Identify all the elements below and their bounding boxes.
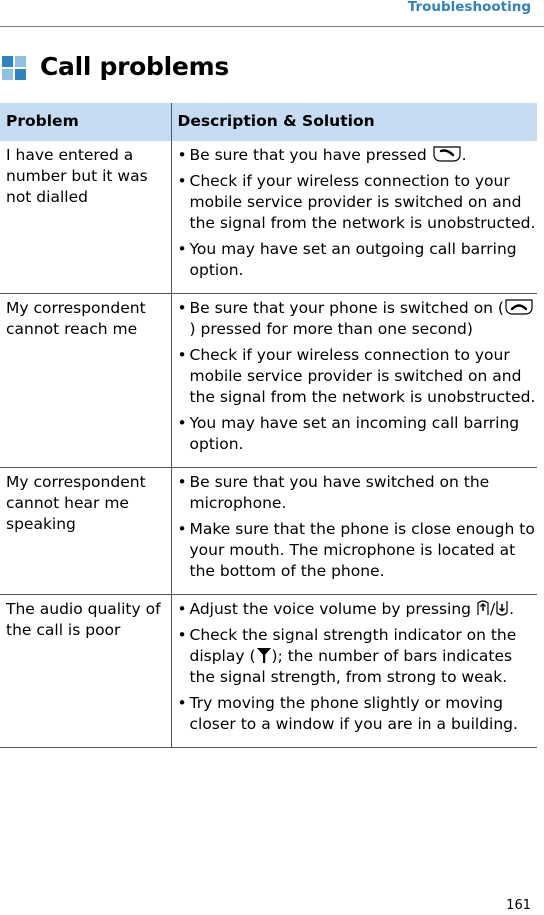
problem-cell: I have entered a number but it was not dialled [0, 141, 171, 294]
problem-cell: My correspondent cannot reach me [0, 294, 171, 468]
send-key-icon [432, 145, 462, 163]
table-row [0, 595, 537, 748]
solution-item: • You may have set an outgoing call barring option. [178, 239, 538, 281]
table-row [0, 468, 537, 595]
signal-strength-icon [256, 646, 272, 664]
solution-item: • You may have set an incoming call barring option. [178, 413, 538, 455]
solution-item: • Make sure that the phone is close enough to your mouth. The microphone is located at the bottom of the phone. [178, 519, 538, 582]
section-icon [2, 56, 26, 80]
problem-cell: My correspondent cannot hear me speaking [0, 468, 171, 595]
volume-down-key-icon [495, 599, 509, 617]
solution-item: • Be sure that you have pressed . [178, 145, 538, 166]
running-header-title: Troubleshooting [407, 0, 531, 15]
solution-item: • Check if your wireless connection to your mobile service provider is switched on and the signal from the network is unobstructed. [178, 345, 538, 408]
solution-cell [171, 141, 537, 294]
column-header-problem: Problem [0, 103, 171, 141]
solution-cell [171, 595, 537, 748]
solution-cell [171, 294, 537, 468]
solution-item: • Be sure that you have switched on the microphone. [178, 472, 538, 514]
page-number: 161 [506, 898, 531, 913]
volume-up-key-icon [476, 599, 490, 617]
section-title: Call problems [40, 52, 229, 81]
table-row [0, 141, 537, 294]
table-row [0, 294, 537, 468]
column-header-solution: Description & Solution [171, 103, 537, 141]
solution-cell [171, 468, 537, 595]
solution-item: • Be sure that your phone is switched on () pressed for more than one second) [178, 298, 538, 340]
problem-cell: The audio quality of the call is poor [0, 595, 171, 748]
solution-item: • Check if your wireless connection to your mobile service provider is switched on and the signal from the network is unobstructed. [178, 171, 538, 234]
solution-item: • Try moving the phone slightly or moving closer to a window if you are in a building. [178, 693, 538, 735]
table-header-row [0, 103, 537, 141]
solution-item: • Check the signal strength indicator on the display ( ); the number of bars indicates the signal strength, from strong to weak. [178, 625, 538, 688]
header-divider [0, 26, 544, 27]
troubleshooting-table [0, 103, 537, 748]
solution-item: • Adjust the voice volume by pressing / . [178, 599, 538, 620]
power-key-icon [504, 298, 534, 316]
